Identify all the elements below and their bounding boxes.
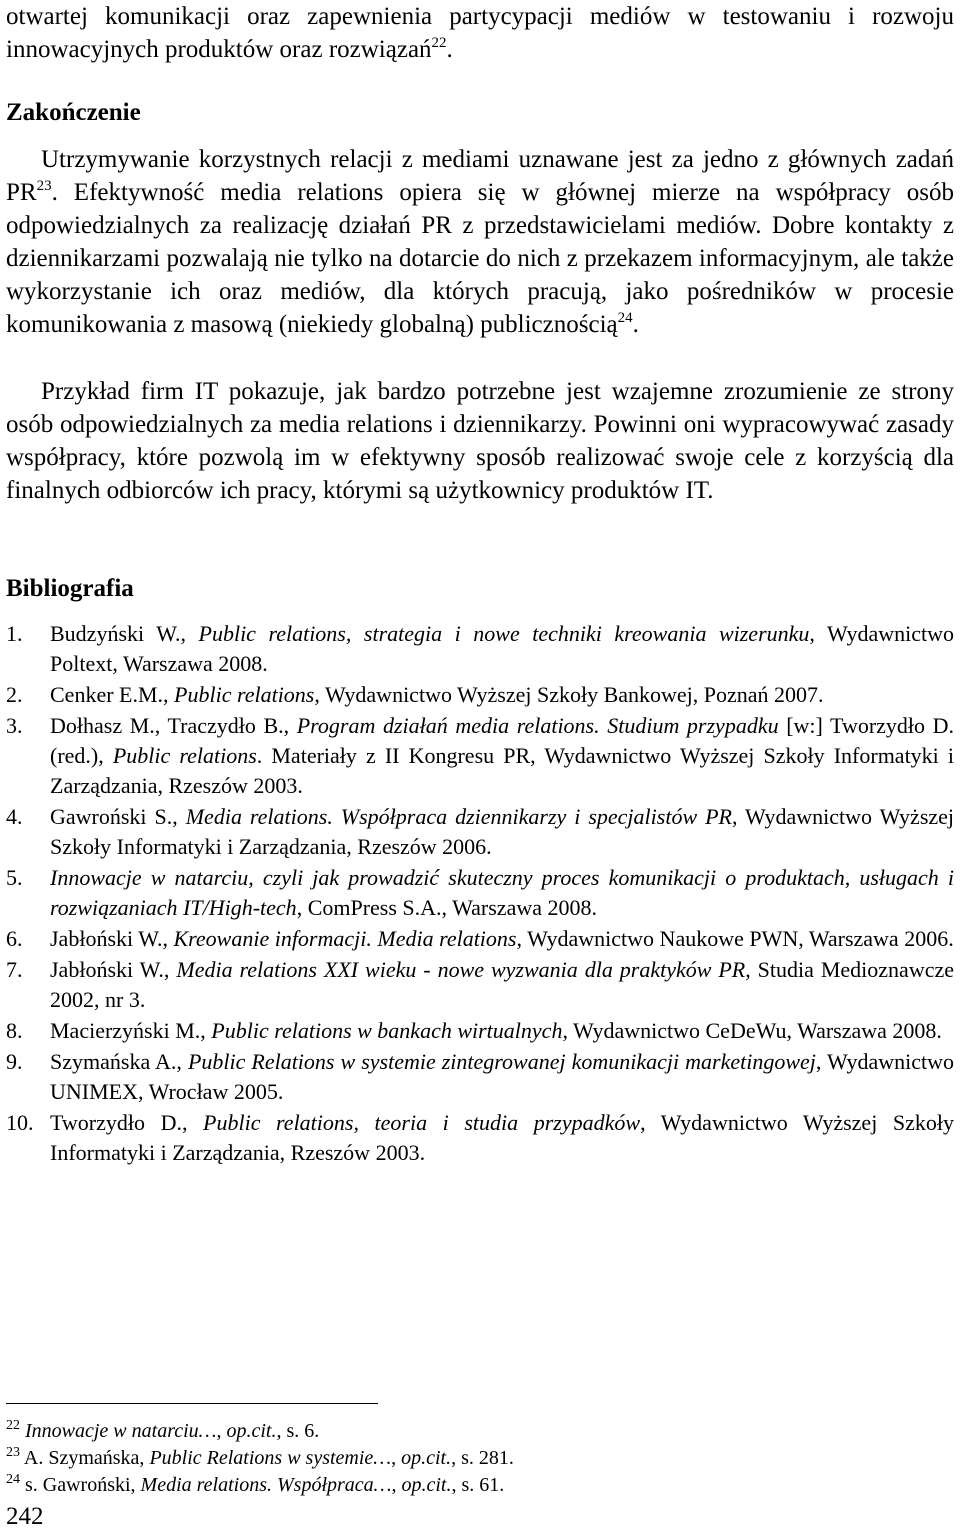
footnote-text: , — [216, 1420, 227, 1442]
bib-number: 6. — [6, 926, 23, 951]
bib-number: 3. — [6, 713, 23, 738]
bib-title: Public relations — [174, 682, 315, 707]
paragraph-continuation — [6, 0, 954, 66]
paragraph-text: Utrzymywanie korzystnych relacji z mediami uznawane jest za jedno z głównych zadań PR — [6, 146, 954, 206]
footnote-text: A. Szymańska, — [20, 1447, 150, 1469]
page-number: 242 — [6, 1503, 44, 1530]
paragraph-text: . Efektywność media relations opiera się w głównej mierze na współpracy osób odpowiedzialnych za realizację działań PR z przedstawicielami mediów. Dobre kontakty z dziennikarzami pozwalają nie tylko na dotarcie do nich z przekazem informacyjnym, ale także wykorzystanie ich oraz mediów, dla których pracują, jako pośredników w procesie komunikowania z masową (niekiedy globalną) publicznością — [6, 179, 954, 338]
bib-separator: , — [180, 621, 199, 646]
bib-details: , Wydawnictwo Wyższej Szkoły Bankowej, Poznań 2007. — [314, 682, 824, 707]
bibliography-item — [6, 619, 954, 679]
bib-author: Macierzyński M. — [50, 1018, 201, 1043]
bib-title: Public relations, strategia i nowe techniki kreowania wizerunku — [198, 621, 810, 646]
bib-details: , Wydawnictwo Wyższej Szkoły Informatyki i Zarządzania, Rzeszów 2006. — [50, 804, 955, 859]
bib-separator: , — [162, 926, 174, 951]
footnote-text: op.cit. — [401, 1447, 452, 1469]
bib-number: 9. — [6, 1049, 23, 1074]
bib-separator: , — [283, 713, 297, 738]
footnote — [6, 1446, 514, 1470]
section-heading-bibliography: Bibliografia — [6, 575, 134, 602]
bib-details: , Studia Medioznawcze 2002, nr 3. — [50, 957, 955, 1012]
bib-number: 2. — [6, 682, 23, 707]
footnote-text: s. Gawroński, — [20, 1474, 141, 1496]
footnote-number: 24 — [6, 1472, 20, 1487]
bib-number: 5. — [6, 865, 23, 890]
paragraph-text: . — [632, 311, 639, 338]
footnote-ref[interactable]: 22 — [431, 35, 447, 51]
section-heading-conclusion: Zakończenie — [6, 99, 141, 126]
bib-number: 7. — [6, 957, 23, 982]
conclusion-paragraph-2: Przykład firm IT pokazuje, jak bardzo potrzebne jest wzajemne zrozumienie ze strony osób odpowiedzialnych za media relations i dziennikarzy. Powinni oni wypracowywać zasady współpracy, które pozwolą im w efektywny sposób realizować swoje cele z korzyścią dla finalnych odbiorców ich pracy, którymi są użytkownicy produktów IT. — [6, 378, 954, 504]
bib-title: Public relations w bankach wirtualnych — [211, 1018, 563, 1043]
footnote-text: op.cit. — [401, 1474, 452, 1496]
bibliography-item — [6, 680, 954, 710]
bib-details: . Materiały z II Kongresu PR, Wydawnictwo Wyższej Szkoły Informatyki i Zarządzania, Rzeszów 2003. — [50, 743, 954, 798]
conclusion-paragraph-1 — [6, 143, 954, 341]
footnote-text: Media relations. Współpraca… — [140, 1474, 392, 1496]
footnote-text: , — [391, 1447, 402, 1469]
footnote-text: Innowacje w natarciu… — [20, 1420, 217, 1442]
bib-author: Cenker E.M. — [50, 682, 164, 707]
footnote-ref[interactable]: 23 — [36, 178, 52, 194]
bibliography-item — [6, 1016, 954, 1046]
bib-title: Media relations. Współpraca dziennikarzy i specjalistów PR — [185, 804, 732, 829]
bib-author: Jabłoński W. — [50, 926, 163, 951]
footnote-text: op.cit. — [226, 1420, 277, 1442]
bib-details: , Wydawnictwo CeDeWu, Warszawa 2008. — [562, 1018, 942, 1043]
bib-details: , Wydawnictwo Poltext, Warszawa 2008. — [50, 621, 955, 676]
bibliography-item — [6, 1047, 954, 1107]
bib-author: Szymańska A. — [50, 1049, 177, 1074]
bib-author: Dołhasz M., Traczydło B. — [50, 713, 284, 738]
footnote — [6, 1419, 319, 1443]
footnote-ref[interactable]: 24 — [617, 310, 633, 326]
bib-number: 1. — [6, 621, 23, 646]
paragraph-text: otwartej komunikacji oraz zapewnienia partycypacji mediów w testowaniu i rozwoju innowacyjnych produktów oraz rozwiązań — [6, 3, 954, 63]
paragraph-text: . — [446, 36, 453, 63]
bib-details: , ComPress S.A., Warszawa 2008. — [296, 895, 597, 920]
bib-number: 4. — [6, 804, 23, 829]
bib-title: Innowacje w natarciu, czyli jak prowadzić skuteczny proces komunikacji o produktach, usługach i rozwiązaniach IT/High-tech — [50, 865, 954, 920]
bibliography-item — [6, 711, 954, 801]
bibliography-item — [6, 802, 954, 862]
bib-number: 10. — [6, 1110, 34, 1135]
footnote-separator — [6, 1403, 378, 1404]
bib-title: Public Relations w systemie zintegrowanej komunikacji marketingowej — [187, 1049, 816, 1074]
bibliography-item — [6, 863, 954, 923]
bib-author: Tworzydło D. — [50, 1110, 182, 1135]
bib-author: Jabłoński W. — [50, 957, 164, 982]
footnote-text: Public Relations w systemie… — [149, 1447, 392, 1469]
bib-title: Public relations, teoria i studia przypadków — [203, 1110, 641, 1135]
bib-separator: , — [163, 957, 177, 982]
bibliography-list — [6, 619, 954, 1169]
footnote-number: 22 — [6, 1418, 20, 1433]
bibliography-item — [6, 955, 954, 1015]
footnote — [6, 1473, 504, 1497]
bib-title: Media relations XXI wieku - nowe wyzwania dla praktyków PR — [176, 957, 746, 982]
bib-details: , Wydawnictwo Naukowe PWN, Warszawa 2006. — [516, 926, 954, 951]
footnote-text: , — [391, 1474, 402, 1496]
bib-title: Kreowanie informacji. Media relations — [173, 926, 517, 951]
bibliography-item — [6, 1108, 954, 1168]
footnote-number: 23 — [6, 1445, 20, 1460]
bib-separator: , — [163, 682, 175, 707]
bib-title: Public relations — [112, 743, 257, 768]
bib-title: Program działań media relations. Studium przypadku — [296, 713, 779, 738]
bib-details: , Wydawnictwo Wyższej Szkoły Informatyki i Zarządzania, Rzeszów 2003. — [50, 1110, 954, 1165]
bib-number: 8. — [6, 1018, 23, 1043]
bib-separator: , — [172, 804, 186, 829]
bib-separator: , — [176, 1049, 188, 1074]
bib-separator: , — [181, 1110, 204, 1135]
bibliography-item — [6, 924, 954, 954]
footnote-text: , s. 61. — [451, 1474, 505, 1496]
bib-details: , Wydawnictwo UNIMEX, Wrocław 2005. — [50, 1049, 955, 1104]
bib-author: Budzyński W. — [50, 621, 181, 646]
bib-author: Gawroński S. — [50, 804, 173, 829]
footnote-text: , s. 6. — [276, 1420, 320, 1442]
bib-details: [w:] Tworzydło D. (red.), — [50, 713, 955, 768]
bib-separator: , — [200, 1018, 212, 1043]
footnote-text: , s. 281. — [451, 1447, 514, 1469]
